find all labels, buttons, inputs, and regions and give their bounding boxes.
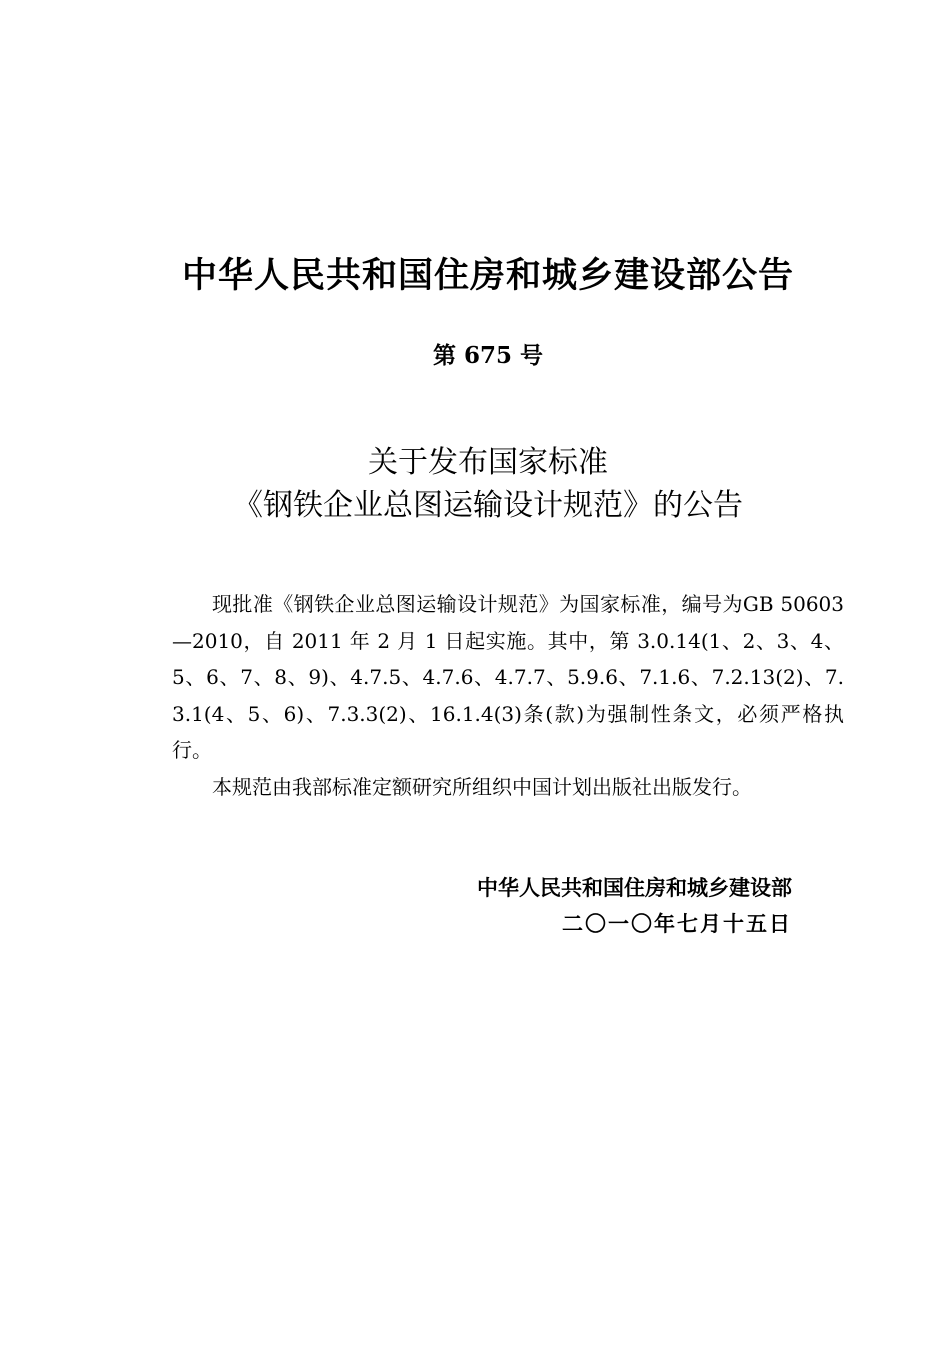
announcement-subtitle-line2: 《钢铁企业总图运输设计规范》的公告 xyxy=(233,488,743,523)
signature-date: 二〇一〇年七月十五日 xyxy=(562,912,792,936)
announcement-number: 第 675 号 xyxy=(432,342,544,369)
announcement-body xyxy=(172,586,844,805)
announcement-title: 中华人民共和国住房和城乡建设部公告 xyxy=(181,256,794,296)
body-paragraph-1: 现批准《钢铁企业总图运输设计规范》为国家标准，编号为GB 50603—2010，自 2011 年 2 月 1 日起实施。其中，第 3.0.14(1、2、3、4、5、6、7、8、9)、4.7.5、4.7.6、4.7.7、5.9.6、7.1.6、7.2.13(2)、7.3.1(4、5、6)、7.3.3(2)、16.1.4(3)条(款)为强制性条文，必须严格执行。 xyxy=(172,592,844,762)
body-paragraph-2: 本规范由我部标准定额研究所组织中国计划出版社出版发行。 xyxy=(212,774,752,799)
announcement-subtitle-line1: 关于发布国家标准 xyxy=(368,445,608,480)
signature-organization: 中华人民共和国住房和城乡建设部 xyxy=(477,876,792,900)
